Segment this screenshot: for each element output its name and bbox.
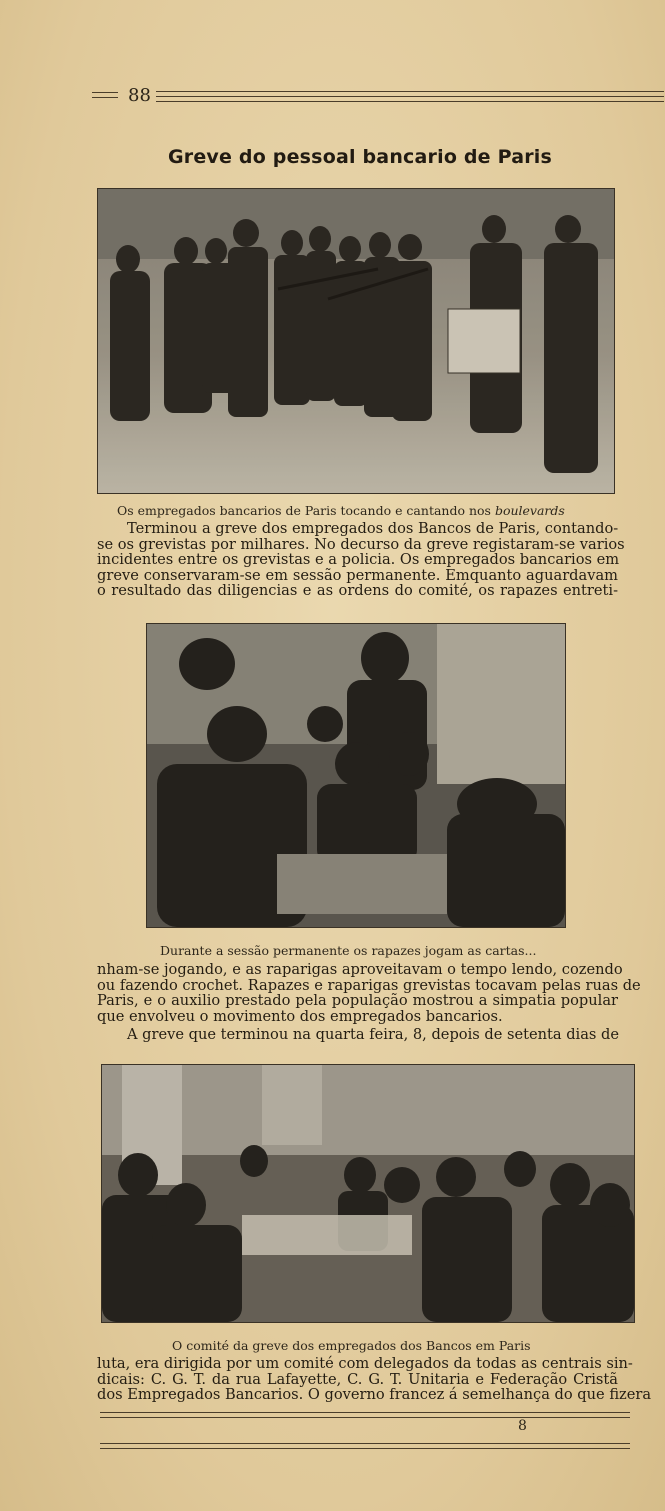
- footer-rule-2: [100, 1417, 630, 1418]
- paragraph-4-line: dos Empregados Bancarios. O governo francez á semelhança do que fizera: [97, 1386, 652, 1404]
- paragraph-1: [97, 520, 625, 600]
- photo-street-musicians: [97, 188, 615, 494]
- caption-street-musicians-italic: boulevards: [494, 503, 565, 518]
- paragraph-1-line: greve conservaram-se em sessão permanente. Emquanto aguardavam: [97, 566, 618, 584]
- paragraph-2-line: que envolveu o movimento dos empregados bancarios.: [97, 1007, 503, 1025]
- photo-strike-committee-image: [102, 1065, 634, 1322]
- header-rule-right-2: [156, 96, 664, 97]
- paragraph-2-line: nham-se jogando, e as raparigas aproveitavam o tempo lendo, cozendo: [97, 961, 623, 978]
- page-number-bottom: 8: [518, 1418, 527, 1434]
- page-number-top: 88: [128, 85, 151, 106]
- caption-street-musicians: [117, 503, 565, 518]
- photo-strike-committee: [101, 1064, 635, 1323]
- footer-rule-1: [100, 1412, 630, 1413]
- header-rule-right-3: [156, 101, 664, 102]
- photo-card-players-image: [147, 624, 565, 927]
- paragraph-4-line: luta, era dirigida por um comité com delegados da todas as centrais sin-: [97, 1355, 633, 1372]
- paragraph-1-line: Terminou a greve dos empregados dos Bancos de Paris, contando-: [127, 520, 619, 537]
- footer-rule-3: [100, 1443, 630, 1444]
- photo-card-players: [146, 623, 566, 928]
- paragraph-3: [97, 1027, 618, 1043]
- paragraph-1-line: o resultado das diligencias e as ordens do comité, os rapazes entreti-: [97, 582, 618, 600]
- paragraph-2: [97, 961, 641, 1025]
- paragraph-3-line: A greve que terminou na quarta feira, 8, depois de setenta dias de: [127, 1026, 620, 1043]
- paragraph-4-line: dicais: C. G. T. da rua Lafayette, C. G. T. Unitaria e Federação Cristã: [97, 1370, 618, 1388]
- paragraph-2-line: ou fazendo crochet. Rapazes e raparigas grevistas tocavam pelas ruas de: [97, 976, 641, 994]
- caption-strike-committee: O comité da greve dos empregados dos Bancos em Paris: [172, 1338, 531, 1353]
- paragraph-1-line: se os grevistas por milhares. No decurso da greve registaram-se varios: [97, 535, 625, 553]
- paragraph-1-line: incidentes entre os grevistas e a policia. Os empregados bancarios em: [97, 551, 620, 569]
- paragraph-4: [97, 1355, 652, 1404]
- header-rule-left-2: [92, 97, 118, 98]
- footer-rule-4: [100, 1448, 630, 1449]
- header-rule-right-1: [156, 91, 664, 92]
- caption-street-musicians-text: Os empregados bancarios de Paris tocando e cantando nos: [117, 503, 495, 518]
- page-header: [92, 84, 664, 108]
- photo-street-musicians-image: [98, 189, 614, 493]
- article-title: Greve do pessoal bancario de Paris: [167, 146, 553, 168]
- caption-card-players: Durante a sessão permanente os rapazes jogam as cartas...: [160, 943, 537, 958]
- header-rule-left-1: [92, 92, 118, 93]
- paragraph-2-line: Paris, e o auxilio prestado pela população mostrou a simpatia popular: [97, 992, 618, 1010]
